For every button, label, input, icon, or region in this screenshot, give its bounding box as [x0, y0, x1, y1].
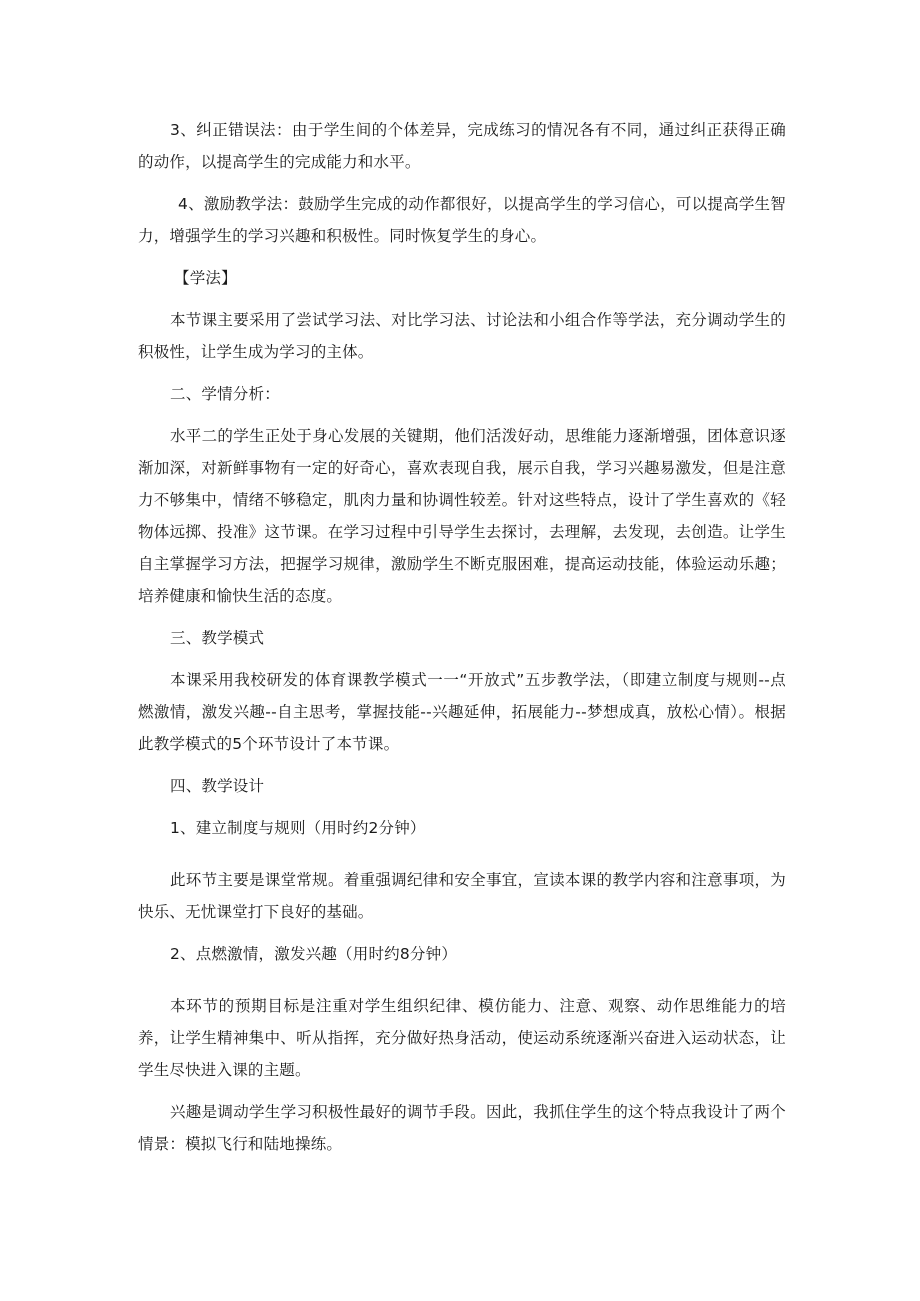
paragraph-encouragement-method: 4、激励教学法：鼓励学生完成的动作都很好，以提高学生的学习信心，可以提高学生智力，增强学生的学习兴趣和积极性。同时恢复学生的身心。 — [138, 195, 786, 245]
paragraph-step-1: 此环节主要是课堂常规。着重强调纪律和安全事宜，宣读本课的教学内容和注意事项，为快乐、无忧课堂打下良好的基础。 — [138, 871, 786, 921]
heading-step-1: 1、建立制度与规则（用时约2分钟） — [170, 819, 426, 837]
heading-student-analysis: 二、学情分析： — [170, 385, 280, 403]
heading-teaching-design: 四、教学设计 — [170, 777, 265, 795]
paragraph-teaching-model: 本课采用我校研发的体育课教学模式一一“开放式”五步教学法，（即建立制度与规则--点燃激情，激发兴趣--自主思考，掌握技能--兴趣延伸，拓展能力--梦想成真，放松心情）。根据此教学模式的5个环节设计了本节课。 — [138, 671, 786, 753]
paragraph-interest-scenarios: 兴趣是调动学生学习积极性最好的调节手段。因此，我抓住学生的这个特点我设计了两个情景：模拟飞行和陆地操练。 — [138, 1103, 786, 1153]
document-body — [138, 114, 786, 1160]
heading-teaching-model: 三、教学模式 — [170, 629, 265, 647]
heading-step-2: 2、点燃激情，激发兴趣（用时约8分钟） — [170, 945, 458, 963]
heading-learning-methods: 【学法】 — [174, 269, 237, 287]
paragraph-step-2: 本环节的预期目标是注重对学生组织纪律、模仿能力、注意、观察、动作思维能力的培养，让学生精神集中、听从指挥，充分做好热身活动，使运动系统逐渐兴奋进入运动状态，让学生尽快进入课的主题。 — [138, 997, 786, 1079]
paragraph-correction-method: 3、纠正错误法：由于学生间的个体差异，完成练习的情况各有不同，通过纠正获得正确的动作，以提高学生的完成能力和水平。 — [138, 121, 786, 171]
paragraph-student-analysis: 水平二的学生正处于身心发展的关键期，他们活泼好动，思维能力逐渐增强，团体意识逐渐加深，对新鲜事物有一定的好奇心，喜欢表现自我，展示自我，学习兴趣易激发，但是注意力不够集中，情绪不够稳定，肌肉力量和协调性较差。针对这些特点，设计了学生喜欢的《轻物体远掷、投准》这节课。在学习过程中引导学生去探讨，去理解，去发现，去创造。让学生自主掌握学习方法，把握学习规律，激励学生不断克服困难，提高运动技能，体验运动乐趣；培养健康和愉快生活的态度。 — [138, 427, 786, 605]
paragraph-learning-methods: 本节课主要采用了尝试学习法、对比学习法、讨论法和小组合作等学法，充分调动学生的积极性，让学生成为学习的主体。 — [138, 311, 786, 361]
